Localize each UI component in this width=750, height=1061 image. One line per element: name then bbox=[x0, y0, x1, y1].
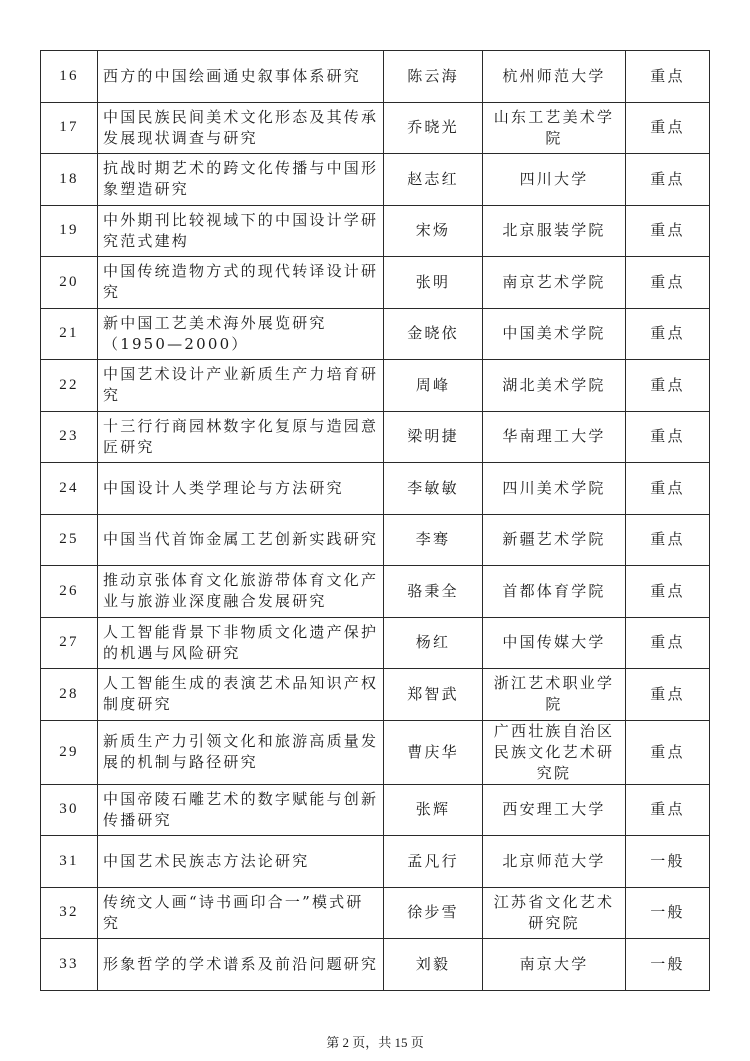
principal-investigator: 赵志红 bbox=[384, 154, 483, 206]
project-category: 一般 bbox=[626, 939, 710, 991]
project-title: 中国艺术设计产业新质生产力培育研究 bbox=[98, 360, 384, 412]
project-title: 中国设计人类学理论与方法研究 bbox=[98, 463, 384, 515]
project-title: 中国帝陵石雕艺术的数字赋能与创新传播研究 bbox=[98, 784, 384, 836]
project-title: 人工智能生成的表演艺术品知识产权制度研究 bbox=[98, 669, 384, 721]
project-category: 重点 bbox=[626, 617, 710, 669]
row-number: 17 bbox=[41, 102, 98, 154]
table-row bbox=[41, 51, 710, 103]
table-row bbox=[41, 257, 710, 309]
project-title: 传统文人画“诗书画印合一”模式研究 bbox=[98, 887, 384, 939]
project-title: 形象哲学的学术谱系及前沿问题研究 bbox=[98, 939, 384, 991]
table-row bbox=[41, 566, 710, 618]
principal-investigator: 宋炀 bbox=[384, 205, 483, 257]
project-category: 重点 bbox=[626, 102, 710, 154]
institution: 中国美术学院 bbox=[483, 308, 626, 360]
table-row bbox=[41, 669, 710, 721]
project-category: 重点 bbox=[626, 514, 710, 566]
project-title: 抗战时期艺术的跨文化传播与中国形象塑造研究 bbox=[98, 154, 384, 206]
institution: 北京服装学院 bbox=[483, 205, 626, 257]
project-title: 十三行行商园林数字化复原与造园意匠研究 bbox=[98, 411, 384, 463]
table-row bbox=[41, 360, 710, 412]
project-table-body bbox=[41, 51, 710, 991]
project-category: 重点 bbox=[626, 720, 710, 784]
project-category: 重点 bbox=[626, 411, 710, 463]
row-number: 28 bbox=[41, 669, 98, 721]
institution: 北京师范大学 bbox=[483, 836, 626, 888]
principal-investigator: 金晓依 bbox=[384, 308, 483, 360]
table-row bbox=[41, 836, 710, 888]
row-number: 31 bbox=[41, 836, 98, 888]
institution: 南京大学 bbox=[483, 939, 626, 991]
project-category: 重点 bbox=[626, 154, 710, 206]
row-number: 26 bbox=[41, 566, 98, 618]
project-category: 一般 bbox=[626, 836, 710, 888]
institution: 华南理工大学 bbox=[483, 411, 626, 463]
project-title: 西方的中国绘画通史叙事体系研究 bbox=[98, 51, 384, 103]
project-category: 重点 bbox=[626, 784, 710, 836]
project-table bbox=[40, 50, 710, 991]
project-title: 中国当代首饰金属工艺创新实践研究 bbox=[98, 514, 384, 566]
table-row bbox=[41, 463, 710, 515]
institution: 四川大学 bbox=[483, 154, 626, 206]
project-title: 新中国工艺美术海外展览研究（1950—2000） bbox=[98, 308, 384, 360]
project-category: 重点 bbox=[626, 463, 710, 515]
project-category: 重点 bbox=[626, 308, 710, 360]
table-row bbox=[41, 887, 710, 939]
principal-investigator: 孟凡行 bbox=[384, 836, 483, 888]
institution: 湖北美术学院 bbox=[483, 360, 626, 412]
principal-investigator: 梁明捷 bbox=[384, 411, 483, 463]
table-row bbox=[41, 617, 710, 669]
institution: 山东工艺美术学院 bbox=[483, 102, 626, 154]
project-title: 人工智能背景下非物质文化遗产保护的机遇与风险研究 bbox=[98, 617, 384, 669]
project-title: 中国传统造物方式的现代转译设计研究 bbox=[98, 257, 384, 309]
project-title: 中国艺术民族志方法论研究 bbox=[98, 836, 384, 888]
row-number: 24 bbox=[41, 463, 98, 515]
row-number: 30 bbox=[41, 784, 98, 836]
table-row bbox=[41, 784, 710, 836]
table-row bbox=[41, 411, 710, 463]
row-number: 27 bbox=[41, 617, 98, 669]
project-category: 重点 bbox=[626, 257, 710, 309]
institution: 江苏省文化艺术研究院 bbox=[483, 887, 626, 939]
project-title: 中国民族民间美术文化形态及其传承发展现状调查与研究 bbox=[98, 102, 384, 154]
table-row bbox=[41, 720, 710, 784]
row-number: 25 bbox=[41, 514, 98, 566]
row-number: 18 bbox=[41, 154, 98, 206]
principal-investigator: 乔晓光 bbox=[384, 102, 483, 154]
project-category: 重点 bbox=[626, 566, 710, 618]
table-row bbox=[41, 939, 710, 991]
table-row bbox=[41, 154, 710, 206]
row-number: 32 bbox=[41, 887, 98, 939]
institution: 南京艺术学院 bbox=[483, 257, 626, 309]
row-number: 19 bbox=[41, 205, 98, 257]
institution: 浙江艺术职业学院 bbox=[483, 669, 626, 721]
table-row bbox=[41, 308, 710, 360]
principal-investigator: 张辉 bbox=[384, 784, 483, 836]
row-number: 16 bbox=[41, 51, 98, 103]
principal-investigator: 郑智武 bbox=[384, 669, 483, 721]
principal-investigator: 陈云海 bbox=[384, 51, 483, 103]
project-category: 重点 bbox=[626, 205, 710, 257]
principal-investigator: 徐步雪 bbox=[384, 887, 483, 939]
principal-investigator: 曹庆华 bbox=[384, 720, 483, 784]
institution: 广西壮族自治区民族文化艺术研究院 bbox=[483, 720, 626, 784]
institution: 四川美术学院 bbox=[483, 463, 626, 515]
row-number: 29 bbox=[41, 720, 98, 784]
project-title: 推动京张体育文化旅游带体育文化产业与旅游业深度融合发展研究 bbox=[98, 566, 384, 618]
principal-investigator: 周峰 bbox=[384, 360, 483, 412]
table-row bbox=[41, 514, 710, 566]
institution: 西安理工大学 bbox=[483, 784, 626, 836]
principal-investigator: 张明 bbox=[384, 257, 483, 309]
principal-investigator: 李骞 bbox=[384, 514, 483, 566]
institution: 首都体育学院 bbox=[483, 566, 626, 618]
principal-investigator: 李敏敏 bbox=[384, 463, 483, 515]
project-category: 一般 bbox=[626, 887, 710, 939]
row-number: 21 bbox=[41, 308, 98, 360]
project-category: 重点 bbox=[626, 360, 710, 412]
project-category: 重点 bbox=[626, 669, 710, 721]
row-number: 33 bbox=[41, 939, 98, 991]
row-number: 20 bbox=[41, 257, 98, 309]
project-title: 新质生产力引领文化和旅游高质量发展的机制与路径研究 bbox=[98, 720, 384, 784]
table-row bbox=[41, 102, 710, 154]
principal-investigator: 刘毅 bbox=[384, 939, 483, 991]
institution: 新疆艺术学院 bbox=[483, 514, 626, 566]
principal-investigator: 骆秉全 bbox=[384, 566, 483, 618]
row-number: 22 bbox=[41, 360, 98, 412]
institution: 中国传媒大学 bbox=[483, 617, 626, 669]
project-category: 重点 bbox=[626, 51, 710, 103]
page-footer: 第 2 页，共 15 页 bbox=[326, 1035, 424, 1050]
row-number: 23 bbox=[41, 411, 98, 463]
institution: 杭州师范大学 bbox=[483, 51, 626, 103]
principal-investigator: 杨红 bbox=[384, 617, 483, 669]
project-title: 中外期刊比较视域下的中国设计学研究范式建构 bbox=[98, 205, 384, 257]
table-row bbox=[41, 205, 710, 257]
